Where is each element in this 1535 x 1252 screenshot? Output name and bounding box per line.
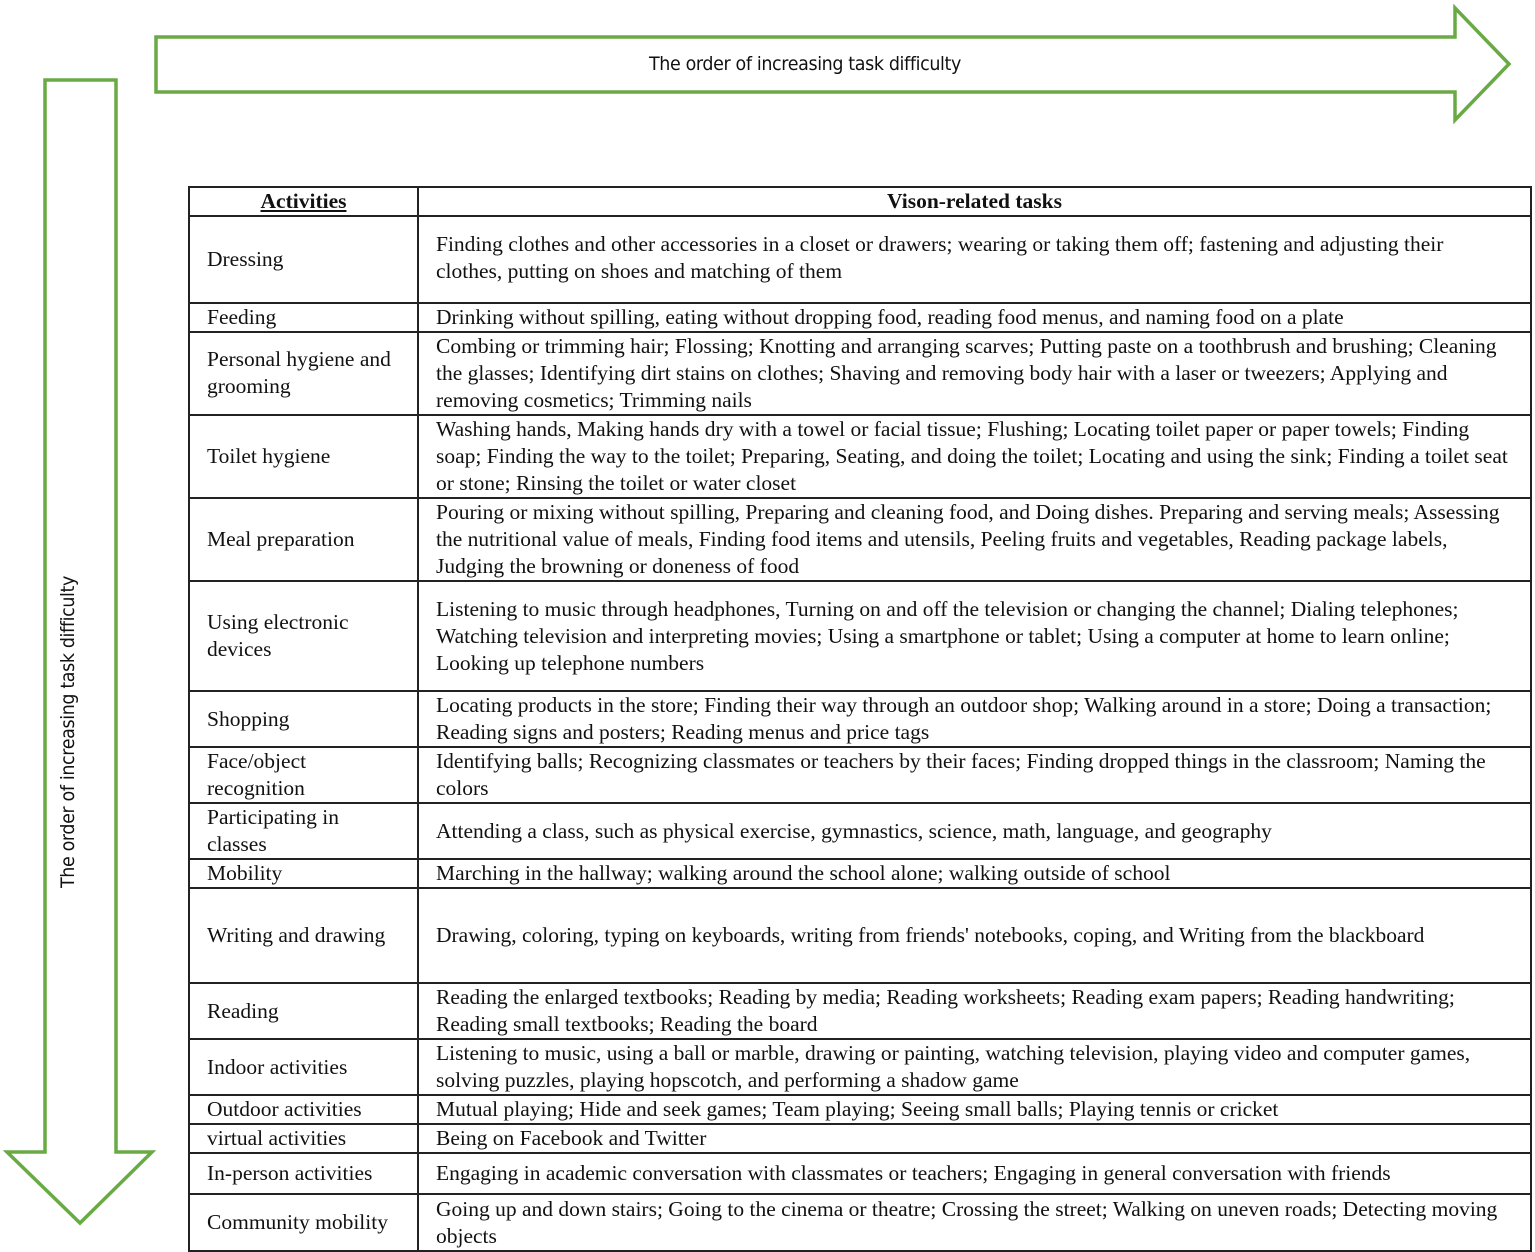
table-row [189, 1194, 1531, 1251]
table-row [189, 888, 1531, 983]
tasks-cell: Drawing, coloring, typing on keyboards, writing from friends' notebooks, coping, and Writing from the blackboard [418, 888, 1531, 983]
activity-cell: virtual activities [189, 1124, 418, 1153]
tasks-cell: Combing or trimming hair; Flossing; Knotting and arranging scarves; Putting paste on a toothbrush and brushing; Cleaning the glasses; Identifying dirt stains on clothes; Shaving and removing body hair with a laser or tweezers; Applying and removing cosmetics; Trimming nails [418, 332, 1531, 415]
activity-cell: Reading [189, 983, 418, 1039]
activity-cell: Mobility [189, 859, 418, 888]
table-row [189, 1124, 1531, 1153]
tasks-cell: Washing hands, Making hands dry with a towel or facial tissue; Flushing; Locating toilet paper or paper towels; Finding soap; Finding the way to the toilet; Preparing, Seating, and doing the toilet; Locating and using the sink; Finding a toilet seat or stone; Rinsing the toilet or water closet [418, 415, 1531, 498]
activity-cell: Shopping [189, 691, 418, 747]
table-row [189, 983, 1531, 1039]
tasks-cell: Mutual playing; Hide and seek games; Team playing; Seeing small balls; Playing tennis or cricket [418, 1095, 1531, 1124]
activity-cell: Feeding [189, 303, 418, 332]
tasks-cell: Reading the enlarged textbooks; Reading by media; Reading worksheets; Reading exam papers; Reading handwriting; Reading small textbooks; Reading the board [418, 983, 1531, 1039]
tasks-cell: Listening to music, using a ball or marble, drawing or painting, watching television, playing video and computer games, solving puzzles, playing hopscotch, and performing a shadow game [418, 1039, 1531, 1095]
table-row [189, 747, 1531, 803]
table-row [189, 1095, 1531, 1124]
activity-cell: Outdoor activities [189, 1095, 418, 1124]
table-row [189, 498, 1531, 581]
activity-cell: Community mobility [189, 1194, 418, 1251]
horizontal-arrow-label: The order of increasing task difficulty [648, 53, 961, 75]
table-row [189, 859, 1531, 888]
activity-cell: Using electronic devices [189, 581, 418, 691]
header-activities: Activities [189, 187, 418, 216]
tasks-cell: Engaging in academic conversation with classmates or teachers; Engaging in general conversation with friends [418, 1153, 1531, 1194]
tasks-cell: Pouring or mixing without spilling, Preparing and cleaning food, and Doing dishes. Preparing and serving meals; Assessing the nutritional value of meals, Finding food items and utensils, Peeling fruits and vegetables, Reading package labels, Judging the browning or doneness of food [418, 498, 1531, 581]
activity-cell: Meal preparation [189, 498, 418, 581]
vertical-arrow-label: The order of increasing task difficulty [57, 575, 79, 888]
table-row [189, 303, 1531, 332]
tasks-cell: Locating products in the store; Finding their way through an outdoor shop; Walking around in a store; Doing a transaction; Reading signs and posters; Reading menus and price tags [418, 691, 1531, 747]
tasks-cell: Going up and down stairs; Going to the cinema or theatre; Crossing the street; Walking on uneven roads; Detecting moving objects [418, 1194, 1531, 1251]
activity-cell: Face/object recognition [189, 747, 418, 803]
activity-cell: In-person activities [189, 1153, 418, 1194]
table-row [189, 803, 1531, 859]
tasks-cell: Being on Facebook and Twitter [418, 1124, 1531, 1153]
activity-cell: Indoor activities [189, 1039, 418, 1095]
table-row [189, 1039, 1531, 1095]
vertical-arrow-label-clip [44, 80, 102, 1152]
activity-cell: Toilet hygiene [189, 415, 418, 498]
vision-tasks-table [188, 186, 1532, 1252]
tasks-cell: Marching in the hallway; walking around the school alone; walking outside of school [418, 859, 1531, 888]
table-header-row [189, 187, 1531, 216]
table-row [189, 1153, 1531, 1194]
activity-cell: Writing and drawing [189, 888, 418, 983]
tasks-cell: Drinking without spilling, eating without dropping food, reading food menus, and naming food on a plate [418, 303, 1531, 332]
tasks-cell: Listening to music through headphones, Turning on and off the television or changing the channel; Dialing telephones; Watching television and interpreting movies; Using a smartphone or tablet; Using a computer at home to learn online; Looking up telephone numbers [418, 581, 1531, 691]
tasks-cell: Attending a class, such as physical exercise, gymnastics, science, math, language, and geography [418, 803, 1531, 859]
header-vision-tasks: Vison-related tasks [418, 187, 1531, 216]
tasks-cell: Finding clothes and other accessories in a closet or drawers; wearing or taking them off; fastening and adjusting their clothes, putting on shoes and matching of them [418, 216, 1531, 303]
tasks-cell: Identifying balls; Recognizing classmates or teachers by their faces; Finding dropped things in the classroom; Naming the colors [418, 747, 1531, 803]
table-row [189, 581, 1531, 691]
activity-cell: Dressing [189, 216, 418, 303]
table-row [189, 415, 1531, 498]
table-row [189, 216, 1531, 303]
activity-cell: Participating in classes [189, 803, 418, 859]
table-row [189, 691, 1531, 747]
table-row [189, 332, 1531, 415]
activity-cell: Personal hygiene and grooming [189, 332, 418, 415]
